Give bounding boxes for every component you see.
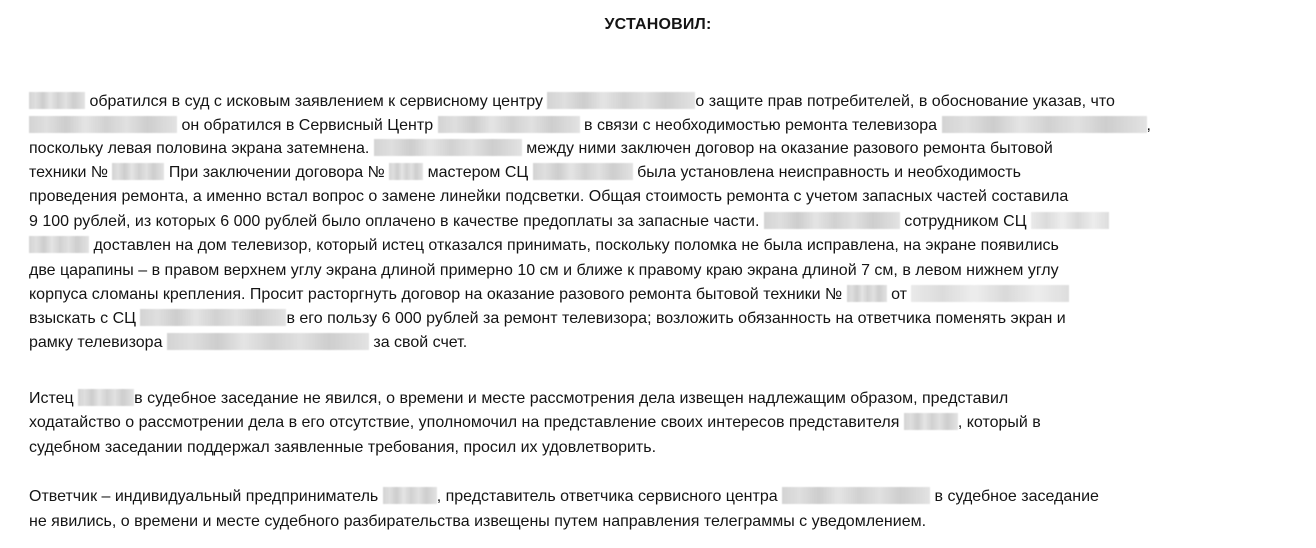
- text-span: рамку телевизора: [29, 334, 167, 351]
- text-line: [29, 185, 1068, 209]
- text-line: [29, 90, 1115, 114]
- redacted-text: [547, 92, 695, 109]
- redacted-text: [78, 389, 134, 406]
- text-span: в его пользу 6 000 рублей за ремонт телевизора; возложить обязанность на ответчика поменять экран и: [286, 310, 1066, 327]
- redacted-text: [29, 116, 177, 133]
- redacted-text: [847, 285, 887, 302]
- text-span: о защите прав потребителей, в обоснование указав, что: [695, 93, 1115, 110]
- redacted-text: [112, 163, 164, 180]
- text-line: [29, 436, 656, 460]
- text-span: две царапины – в правом верхнем углу экрана длиной примерно 10 см и ближе к правому краю экрана длиной 7 см, в левом нижнем углу: [29, 262, 1059, 279]
- text-line: [29, 137, 1053, 161]
- redacted-text: [904, 413, 958, 430]
- redacted-text: [942, 116, 1147, 133]
- text-line: [29, 283, 1069, 307]
- text-line: [29, 234, 1059, 258]
- text-line: [29, 411, 1041, 435]
- text-span: ходатайство о рассмотрении дела в его отсутствие, уполномочил на представление своих интересов представителя: [29, 414, 904, 431]
- redacted-text: [140, 309, 286, 326]
- redacted-text: [911, 285, 1069, 302]
- text-span: техники №: [29, 164, 113, 181]
- text-span: , который в: [957, 414, 1041, 431]
- text-line: [29, 259, 1059, 283]
- text-line: [29, 307, 1066, 331]
- text-line: [29, 485, 1099, 509]
- text-span: между ними заключен договор на оказание разового ремонта бытовой: [526, 140, 1053, 157]
- text-span: судебном заседании поддержал заявленные требования, просил их удовлетворить.: [29, 439, 657, 456]
- text-span: была установлена неисправность и необходимость: [637, 164, 1021, 181]
- text-line: [29, 210, 1109, 234]
- redacted-text: [782, 487, 930, 504]
- redacted-text: [29, 92, 85, 109]
- text-line: [29, 114, 1151, 138]
- text-line: [29, 331, 467, 355]
- redacted-text: [389, 163, 423, 180]
- text-span: мастером СЦ: [427, 164, 533, 181]
- redacted-text: [383, 487, 437, 504]
- text-span: за свой счет.: [373, 334, 468, 351]
- text-span: доставлен на дом телевизор, который истец отказался принимать, поскольку поломка не была исправлена, на экране появились: [93, 237, 1059, 254]
- text-line: [29, 510, 926, 534]
- text-span: не явились, о времени и месте судебного разбирательства извещены путем направления телеграммы с уведомлением.: [29, 513, 927, 530]
- text-span: , представитель ответчика сервисного центра: [436, 488, 783, 505]
- text-span: При заключении договора №: [168, 164, 390, 181]
- text-span: корпуса сломаны крепления. Просит расторгнуть договор на оказание разового ремонта бытовой техники №: [29, 286, 847, 303]
- text-span: в судебное заседание не явился, о времени и месте рассмотрения дела извещен надлежащим образом, представил: [134, 390, 1009, 407]
- text-span: в связи с необходимостью ремонта телевизора: [584, 117, 942, 134]
- redacted-text: [374, 139, 522, 156]
- text-span: проведения ремонта, а именно встал вопрос о замене линейки подсветки. Общая стоимость ремонта с учетом запасных частей составила: [29, 188, 1069, 205]
- text-span: в судебное заседание: [934, 488, 1099, 505]
- redacted-text: [1031, 212, 1109, 229]
- section-heading: УСТАНОВИЛ:: [604, 16, 712, 33]
- redacted-text: [533, 163, 633, 180]
- redacted-text: [438, 116, 580, 133]
- text-span: Истец: [29, 390, 79, 407]
- text-line: [29, 161, 1021, 185]
- text-span: взыскать с СЦ: [29, 310, 141, 327]
- text-span: Ответчик – индивидуальный предприниматель: [29, 488, 383, 505]
- redacted-text: [167, 333, 369, 350]
- text-span: от: [891, 286, 912, 303]
- text-span: поскольку левая половина экрана затемнена.: [29, 140, 374, 157]
- text-span: 9 100 рублей, из которых 6 000 рублей было оплачено в качестве предоплаты за запасные части.: [29, 213, 764, 230]
- redacted-text: [29, 236, 89, 253]
- text-line: [29, 387, 1008, 411]
- text-span: он обратился в Сервисный Центр: [181, 117, 438, 134]
- text-span: обратился в суд с исковым заявлением к сервисному центру: [89, 93, 548, 110]
- text-span: ,: [1146, 117, 1151, 134]
- text-span: сотрудником СЦ: [904, 213, 1032, 230]
- redacted-text: [764, 212, 900, 229]
